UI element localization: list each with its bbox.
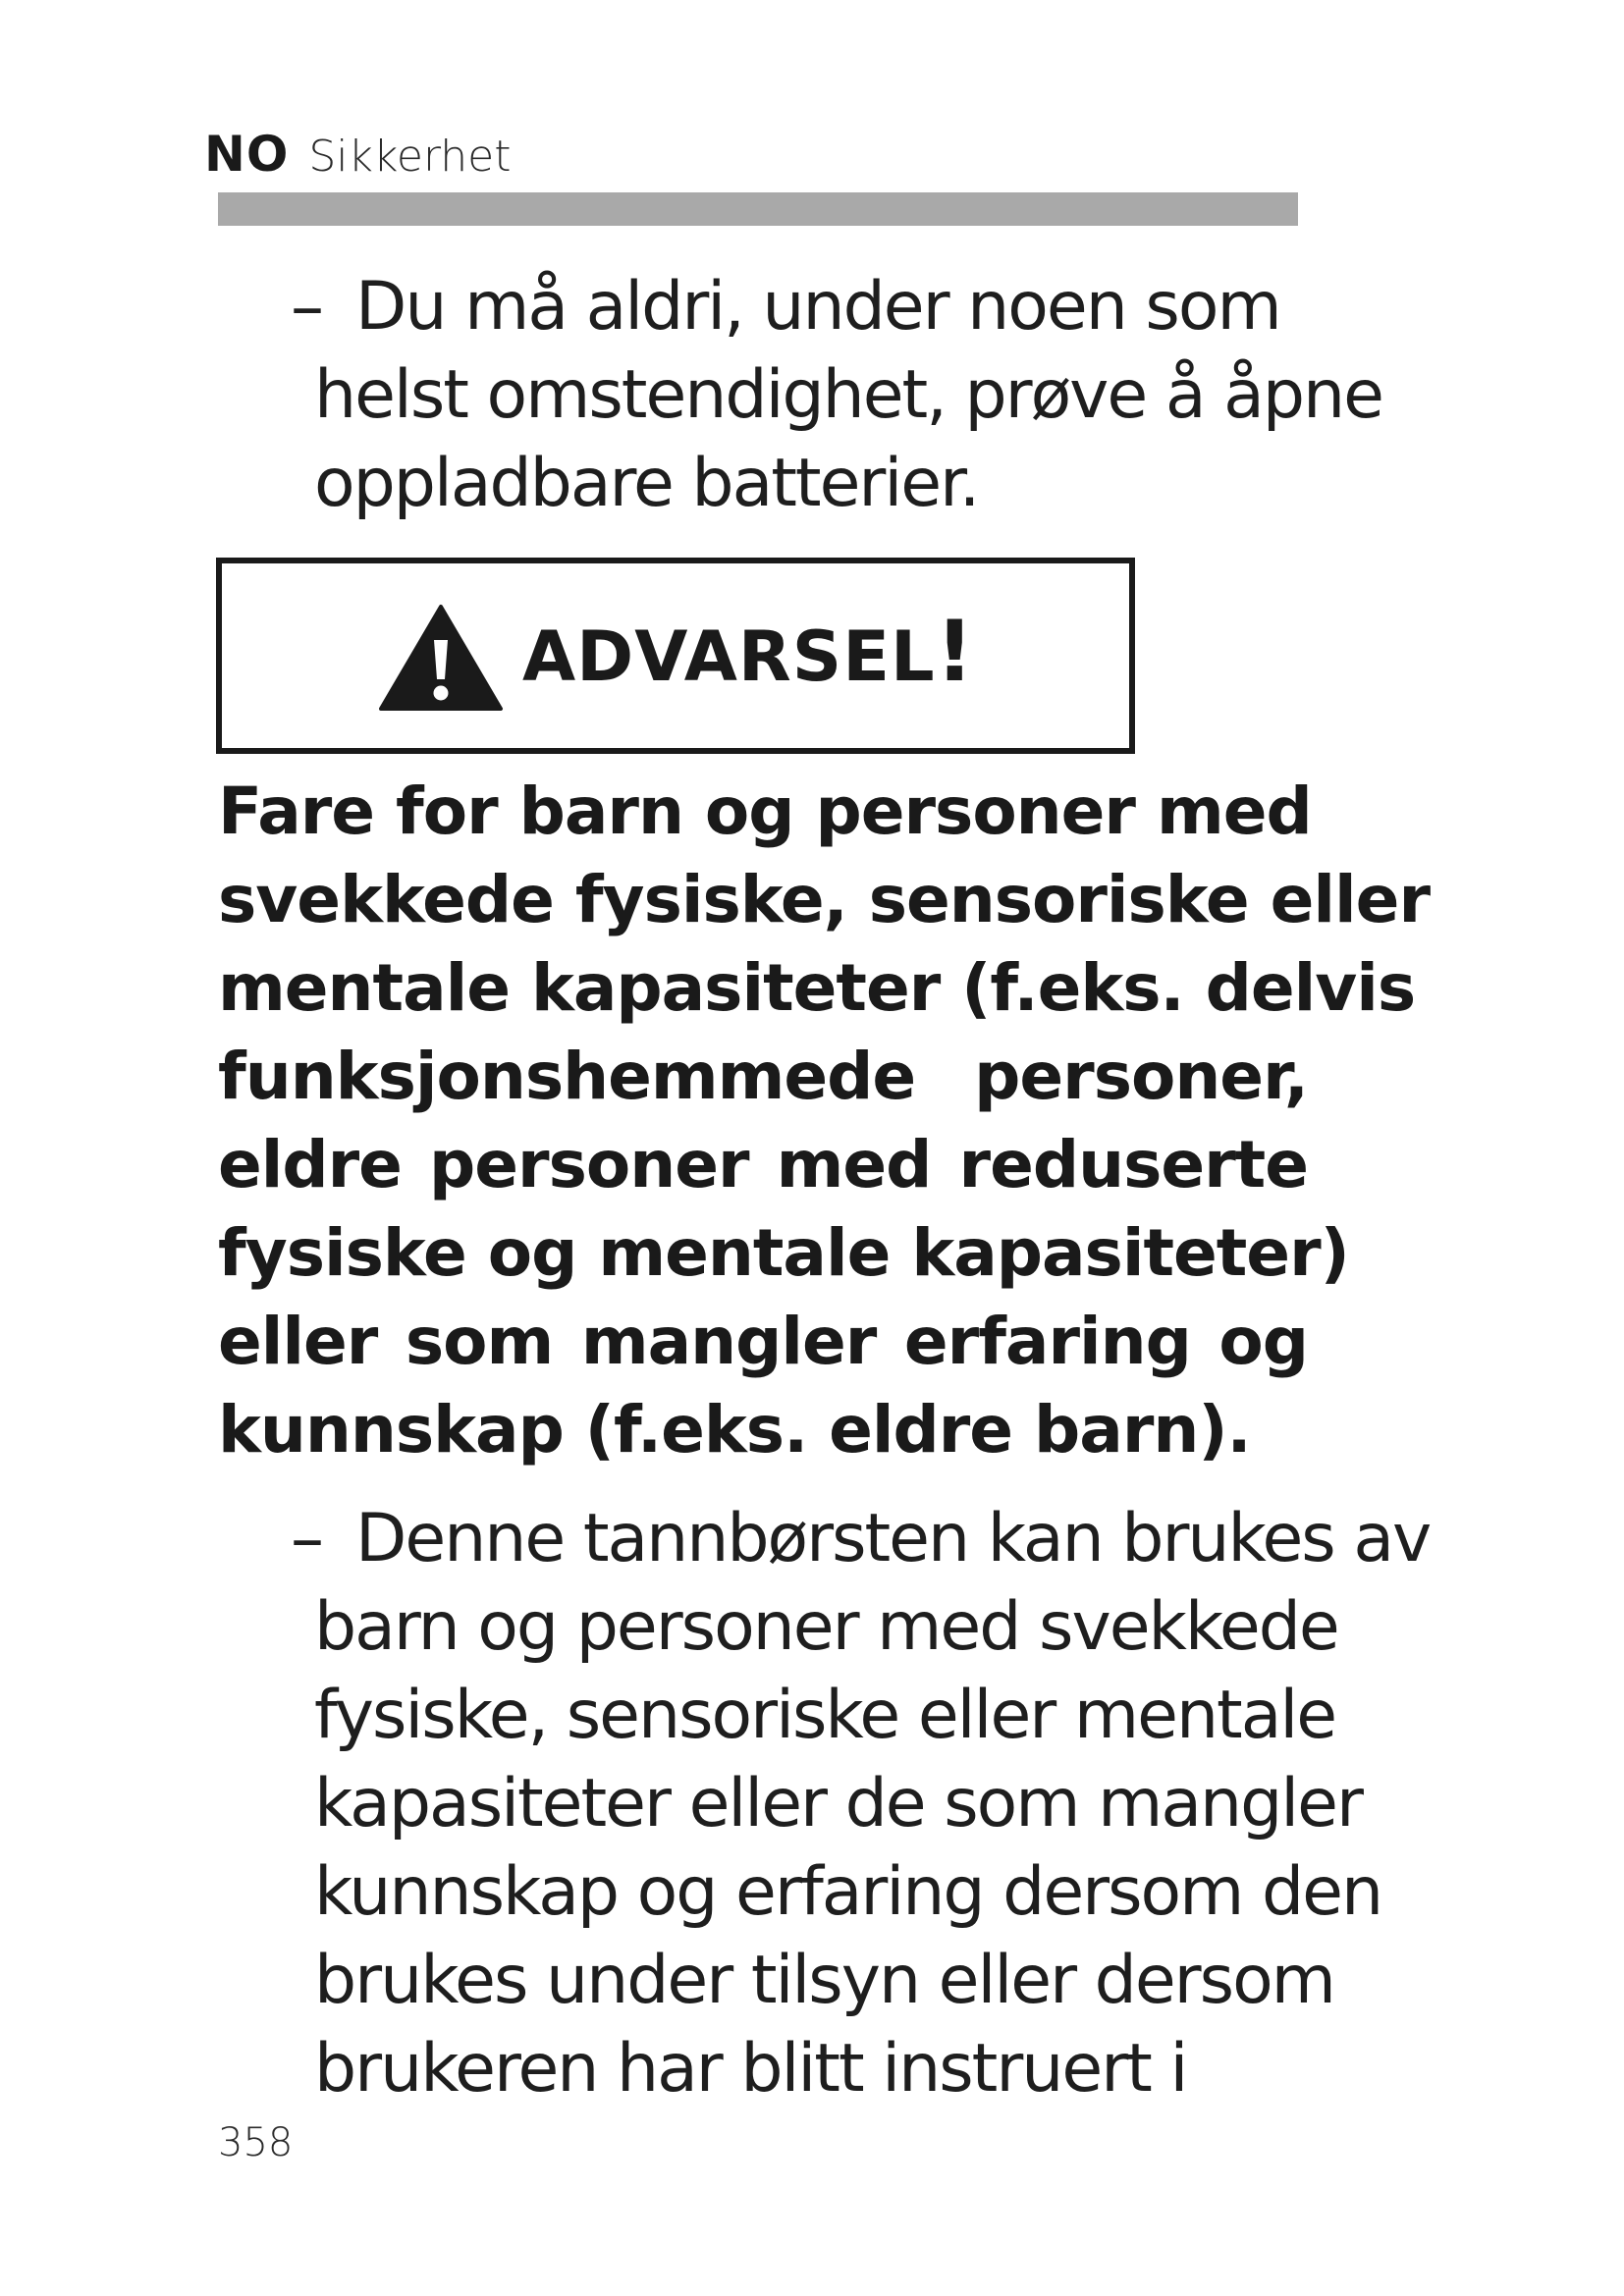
page-number: 358 [218,2120,294,2165]
bullet-battery-warning [291,263,1382,528]
bullet-line: kapasiteter eller de som mangler [314,1765,1362,1842]
warning-title-text: ADVARSEL [522,616,936,697]
page-header [204,126,512,185]
warning-line: mentale kapasiteter (f.eks. delvis [218,950,1416,1026]
warning-line: svekkede fysiske, sensoriske eller [218,862,1430,937]
bullet-line: brukes under tilsyn eller dersom [314,1942,1334,2019]
warning-line: eller som mangler erfaring og [218,1304,1308,1379]
bullet-line: brukeren har blitt instruert i [314,2030,1187,2108]
bullet-line: oppladbare batterier. [314,445,979,522]
warning-box [216,558,1135,754]
bullet-line: fysiske, sensoriske eller mentale [314,1677,1336,1754]
bullet-line [291,1495,1430,1583]
warning-title [522,603,975,701]
section-title: Sikkerhet [308,132,512,182]
bullet-line: kunnskap og erfaring dersom den [314,1853,1382,1931]
warning-line: fysiske og mentale kapasiteter) [218,1215,1349,1291]
bullet-line [291,263,1382,351]
warning-triangle-icon [377,603,505,713]
bullet-dash: – [291,1500,322,1577]
language-code: NO [204,126,290,183]
warning-line: Fare for barn og personer med [218,774,1312,849]
warning-line: kunnskap (f.eks. eldre barn). [218,1392,1251,1468]
bullet-dash: – [291,268,322,346]
bullet-text: Denne tannbørsten kan brukes av [355,1500,1431,1577]
warning-line: funksjonshemmede personer, [218,1039,1308,1114]
bullet-usage-info [291,1495,1430,2113]
bullet-text: Du må aldri, under noen som [355,268,1280,346]
warning-line: eldre personer med reduserte [218,1127,1308,1202]
warning-text [218,768,1430,1474]
warning-exclamation: ! [935,603,975,701]
bullet-line: barn og personer med svekkede [314,1588,1338,1666]
header-rule [218,192,1298,226]
bullet-line: helst omstendighet, prøve å åpne [314,356,1382,434]
